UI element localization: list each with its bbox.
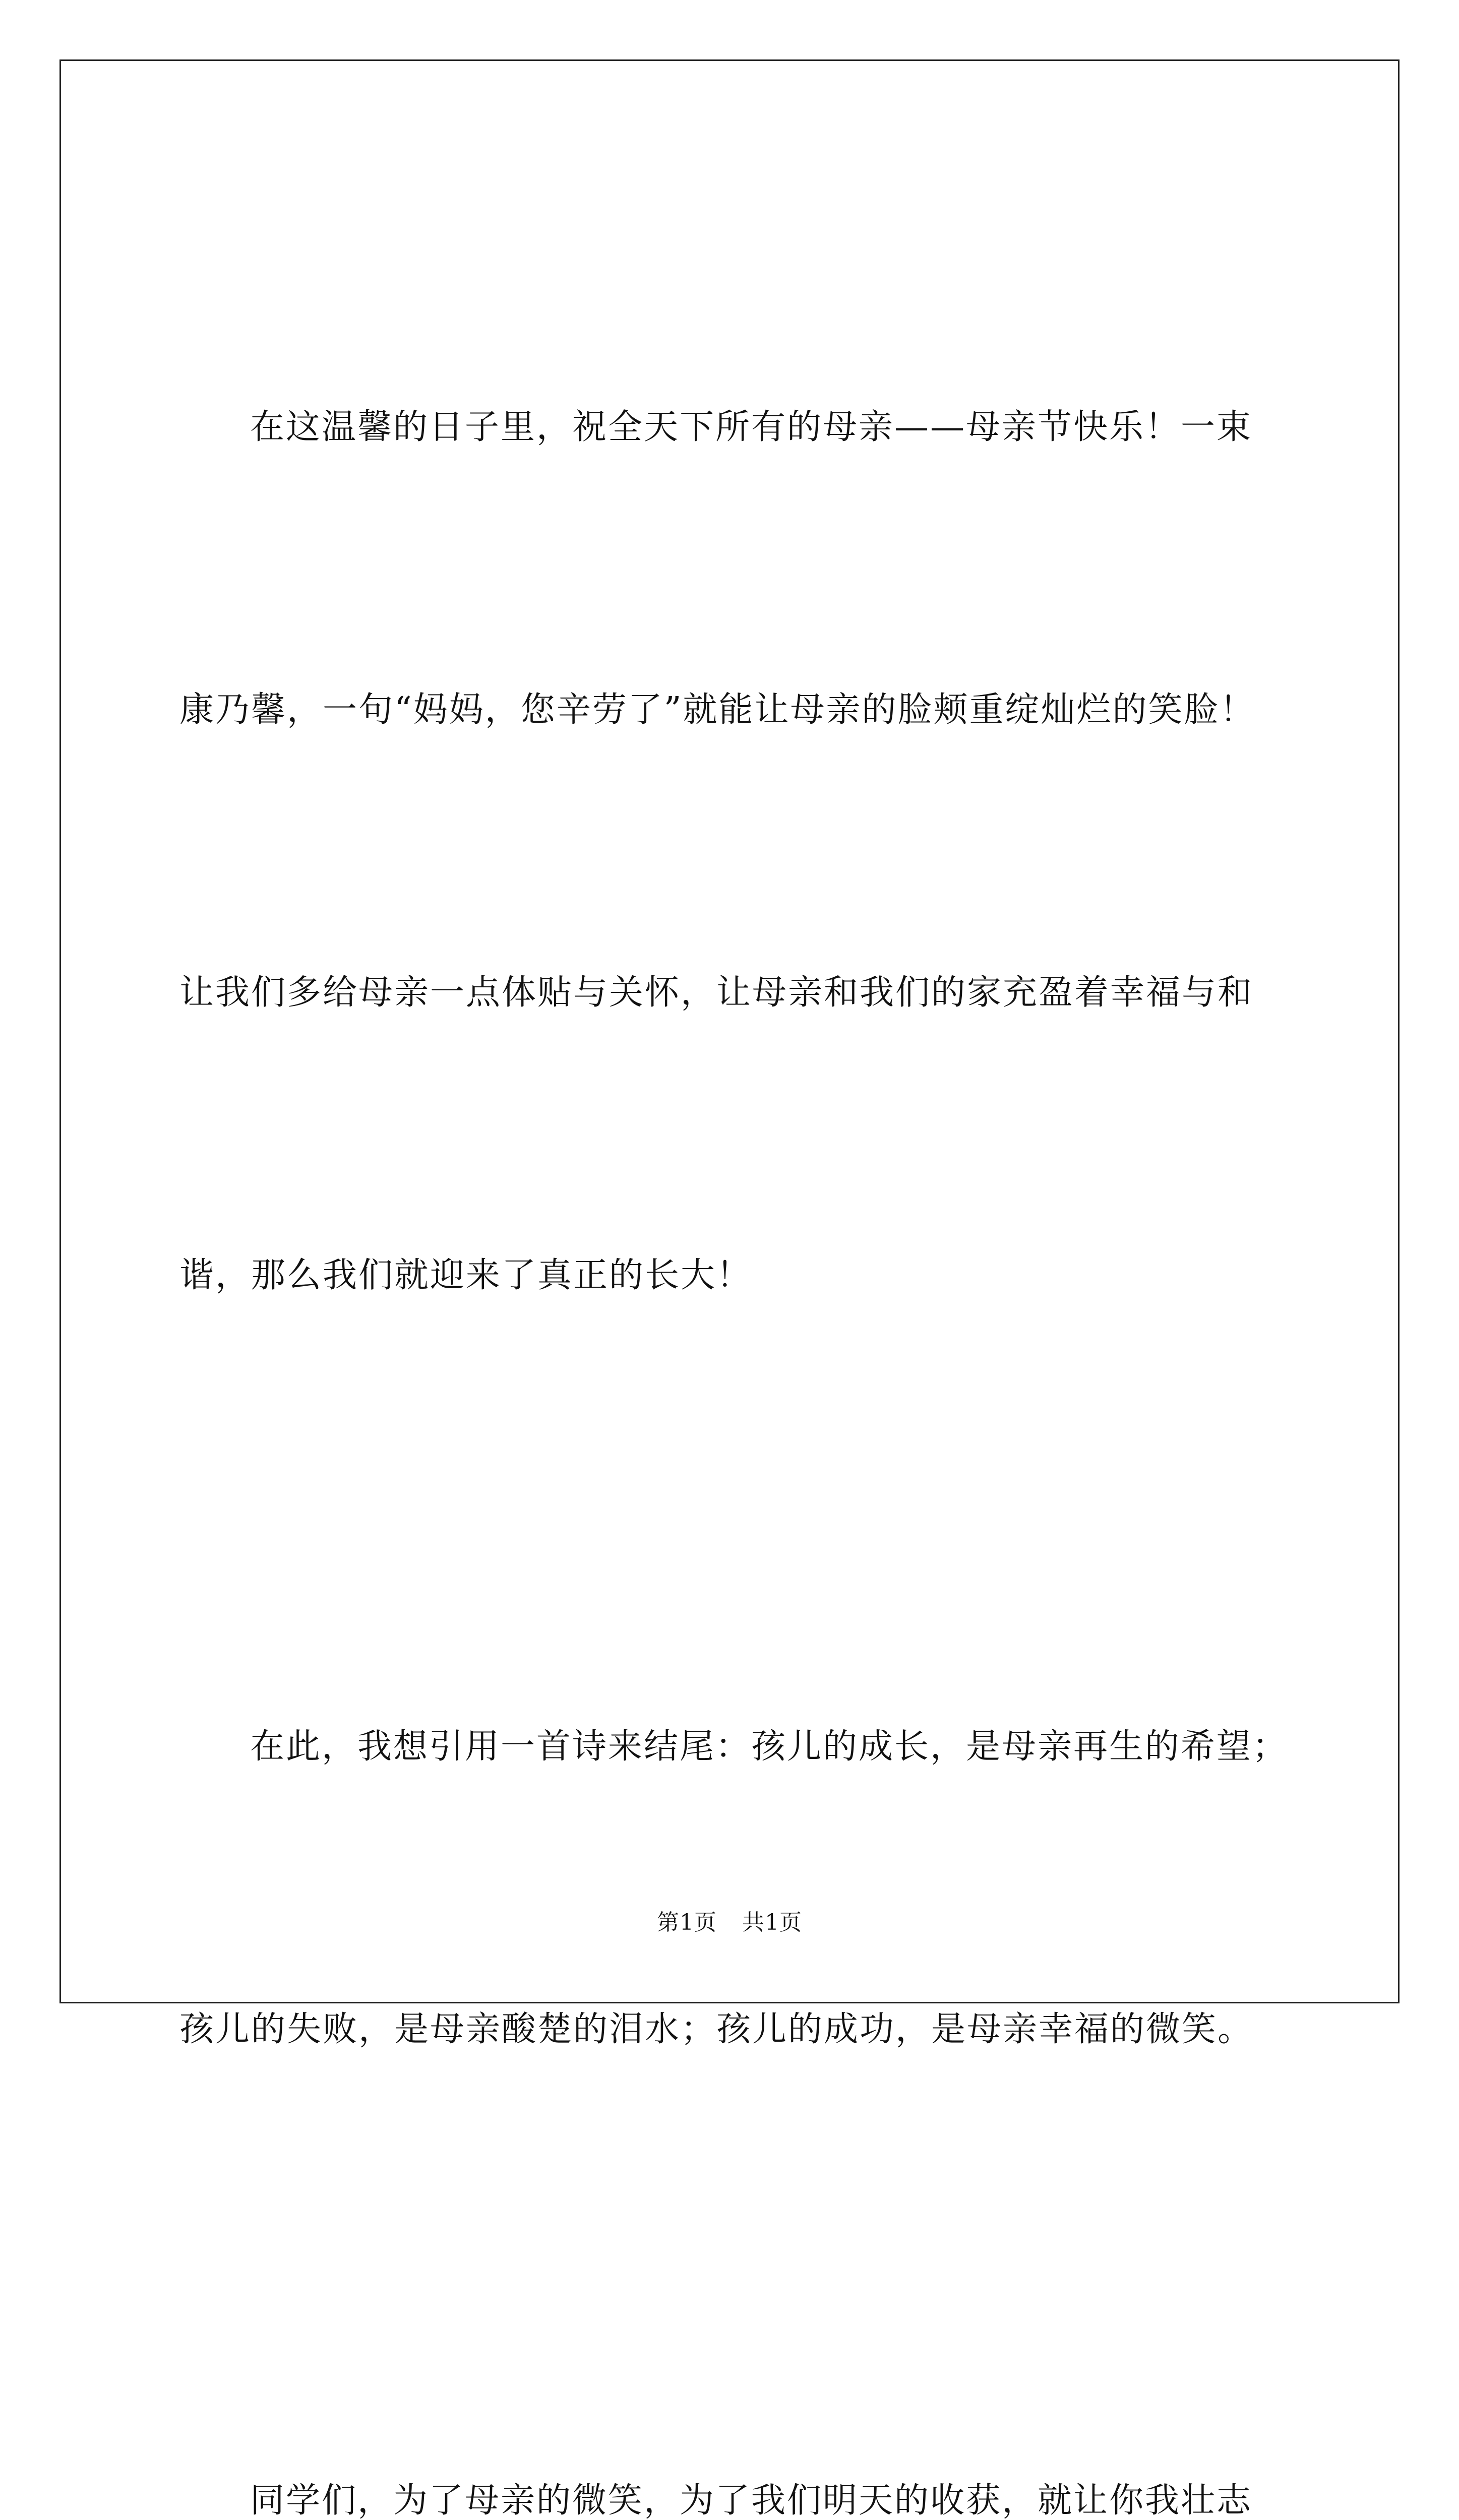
document-body xyxy=(179,192,1289,2520)
page-number: 第1页 xyxy=(657,1910,717,1935)
text-line: 孩儿的失败，是母亲酸楚的泪水；孩儿的成功，是母亲幸福的微笑。 xyxy=(179,2009,1254,2049)
text-line: 在这温馨的日子里，祝全天下所有的母亲——母亲节快乐！一束 xyxy=(250,407,1253,447)
text-line: 康乃馨，一句“妈妈，您辛劳了”就能让母亲的脸颊重绽灿烂的笑脸！ xyxy=(179,690,1256,730)
page-total: 共1页 xyxy=(742,1910,802,1935)
text-line: 在此，我想引用一首诗来结尾：孩儿的成长，是母亲再生的希望； xyxy=(250,1727,1289,1767)
paragraph xyxy=(179,1511,1289,2265)
text-line: 同学们，为了母亲的微笑，为了我们明天的收获，就让你我壮志 xyxy=(250,2481,1253,2520)
page-footer xyxy=(0,1904,1459,1936)
paragraph xyxy=(179,2265,1289,2520)
paragraph xyxy=(179,192,1289,1511)
text-line: 谐，那么我们就迎来了真正的长大！ xyxy=(179,1255,753,1295)
text-line: 让我们多给母亲一点体贴与关怀，让母亲和我们的家充盈着幸福与和 xyxy=(179,973,1254,1013)
